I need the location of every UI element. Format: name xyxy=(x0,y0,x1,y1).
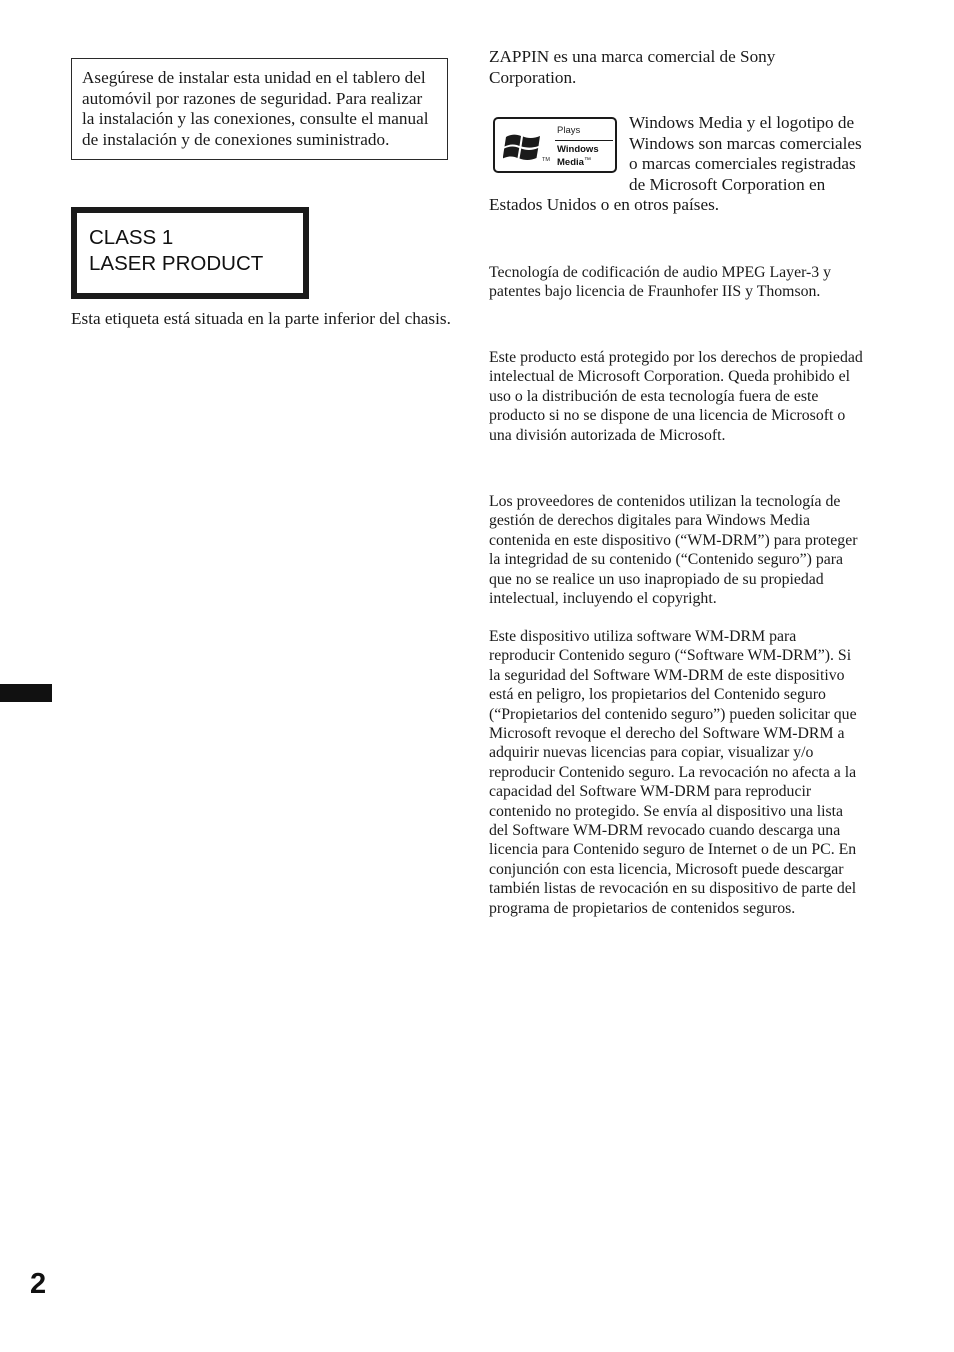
mp3-license-text: Tecnología de codificación de audio MPEG Layer-3 y patentes bajo licencia de Fraunhofer IIS y Thomson. xyxy=(489,264,832,301)
windows-flag-icon xyxy=(503,127,543,167)
logo-media-tm: ™ xyxy=(583,157,591,164)
drm-paragraph-2: Este dispositivo utiliza software WM-DRM para reproducir Contenido seguro (“Software WM-DRM”). Si la seguridad del Software WM-DRM de este dispositivo está en peligro, los propietarios del Contenido seguro (“Propietarios del contenido seguro”) pueden solicitar que Microsoft revoque el derecho del Software WM-DRM a adquirir nuevas licencias para copiar, visualizar y/o reproducir Contenido seguro. La revocación no afecta a la capacidad del Software WM-DRM para reproducir contenido no protegido. Se envía al dispositivo una lista del Software WM-DRM revocado cuando descarga una licencia para Contenido seguro de Internet o de un PC. En conjunción con esta licencia, Microsoft puede descargar también listas de revocación en su dispositivo de parte del programa de propietarios de contenidos seguros. xyxy=(489,628,857,917)
logo-divider xyxy=(555,140,613,141)
logo-windows-text: Windows xyxy=(557,144,599,155)
laser-product-label xyxy=(71,207,309,299)
drm-paragraph-1: Los proveedores de contenidos utilizan la tecnología de gestión de derechos digitales para Windows Media contenida en este dispositivo (“WM-DRM”) para proteger la integridad de su contenido (“Contenido seguro”) para que no se realice un uso inapropiado de su propiedad intelectual, incluyendo el copyright. xyxy=(489,493,858,608)
logo-plays-text: Plays xyxy=(557,125,581,136)
logo-media-word: Media xyxy=(557,157,584,168)
laser-class-text: CLASS 1 xyxy=(89,226,174,249)
logo-media-text xyxy=(557,155,591,168)
windows-media-trademark-block xyxy=(489,113,863,216)
section-tab-marker xyxy=(0,684,52,702)
plays-windows-media-logo xyxy=(493,117,617,173)
safety-warning-text: Asegúrese de instalar esta unidad en el tablero del automóvil por razones de seguridad. Para realizar la instalación y las conexiones, consulte el manual de instalación y de conexiones suministrado. xyxy=(82,68,429,149)
laser-product-text: LASER PRODUCT xyxy=(89,252,264,275)
windows-media-trademark-text: Windows Media y el logotipo de Windows son marcas comerciales o marcas comerciales registradas de Microsoft Corporation en Estados Unidos o en otros países. xyxy=(489,113,862,215)
microsoft-ip-text: Este producto está protegido por los derechos de propiedad intelectual de Microsoft Corporation. Queda prohibido el uso o la distribución de esta tecnología fuera de este producto si no se dispone de una licencia de Microsoft o una división autorizada de Microsoft. xyxy=(489,349,863,444)
label-location-note: Esta etiqueta está situada en la parte inferior del chasis. xyxy=(71,309,451,328)
zappin-trademark-text: ZAPPIN es una marca comercial de Sony Corporation. xyxy=(489,47,776,87)
safety-warning-box xyxy=(71,58,448,160)
logo-tm-mark: TM xyxy=(542,157,550,163)
page-number: 2 xyxy=(30,1268,47,1300)
